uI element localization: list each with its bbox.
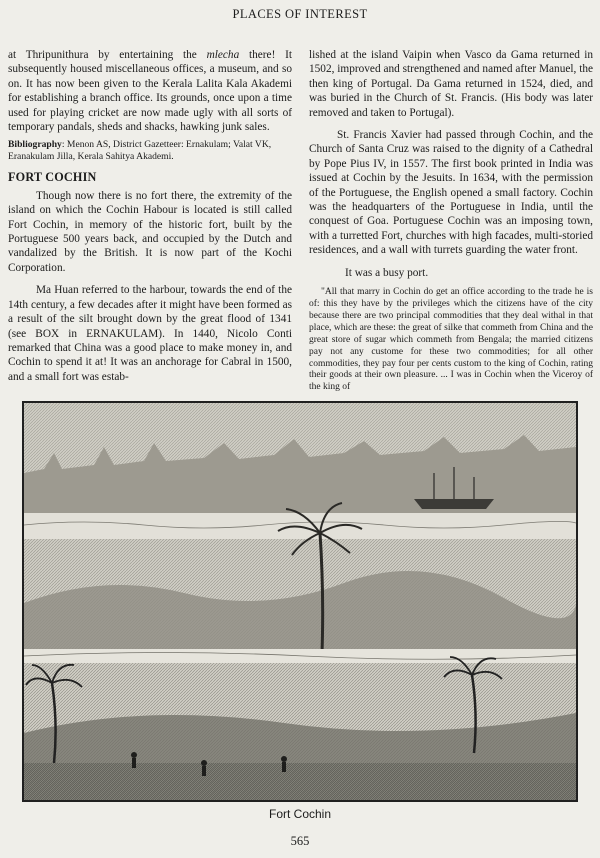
bibliography — [8, 139, 292, 163]
italic-term: mlecha — [206, 49, 240, 61]
quote-lead: It was a busy port. — [345, 266, 429, 279]
fort-cochin-engraving — [22, 401, 578, 802]
history-paragraph: Ma Huan referred to the harbour, towards the end of the 14th century, a few decades after it might have been formed as a result of the silt brought down by the great flood of 1341 (see BOX in ERNAKULAM). In 1440, Nicolo Conti remarked that China was a good place to make money in, and Cochin to spend it at! It was an anchorage for Cabral in 1500, and a small fort was estab- — [8, 284, 292, 383]
fort-cochin-intro-paragraph: Though now there is no fort there, the extremity of the island on which the Cochin Habour is located is still called Fort Cochin, in memory of the historic fort, built by the Portuguese 500 years back, and occupied by the Dutch and vandalized by the British. It is now part of the Kochi Corporation. — [8, 189, 292, 274]
continued-paragraph: at Thripunithura by entertaining the mlecha there! It subsequently housed miscellaneous offices, a museum, and so on. It has now been given to the Kerala Lalita Kala Akademi for establishing a branch office. Its grounds, once upon a time used for playing cricket are now made ugly with all sorts of temporary pandals, sheds and shacks, hawking junk sales. — [8, 49, 292, 134]
engraving-illustration — [24, 403, 576, 800]
page-number: 565 — [290, 834, 310, 848]
left-column — [8, 48, 292, 384]
vaipin-paragraph: lished at the island Vaipin when Vasco da Gama returned in 1502, improved and strengthened and named after Manuel, the then king of Portugal. Da Gama returned in 1524, died, and was buried in the Church of St. Francis. (His body was later removed and taken to Portugal). — [309, 49, 593, 119]
right-column — [309, 48, 593, 394]
xavier-paragraph: St. Francis Xavier had passed through Cochin, and the Church of Santa Cruz was raised to the dignity of a Cathedral by Pope Pius IV, in 1557. The first book printed in India was issued at Cochin by the Jesuits. In 1634, with the permission of the Portuguese, the English opened a small factory. Cochin was the headquarters of the Portuguese in India, until the conquest of Goa. Portuguese Cochin was an imposing town, with a turretted Fort, churches with high facades, multi-storied residences, and a wall with turrets guarding the water front. — [309, 129, 593, 257]
section-title: FORT COCHIN — [8, 170, 97, 185]
running-header: PLACES OF INTEREST — [232, 7, 368, 21]
figure-caption: Fort Cochin — [268, 807, 332, 821]
block-quote: "All that marry in Cochin do get an office according to the trade he is of: this they have by the privileges which the citizens have of the city because there are two principal commodities that they deal withal in that place, which are these: the great of silke that commeth from China and the great store of sugar which commeth from Bengala; the married citizens pay not any custome for these two commodities; for all other commodities, they pay four per cents custom to the king of Cochin, rating their goods at their own pleasure. ... I was in Cochin when the Viceroy of the king of — [309, 287, 593, 393]
bibliography-label: Bibliography — [8, 139, 62, 151]
bibliography-text: : Menon AS, District Gazetteer: Ernakulam; Valat VK, Eranakulam Jilla, Kerala Sahitya Akademi. — [8, 139, 272, 163]
